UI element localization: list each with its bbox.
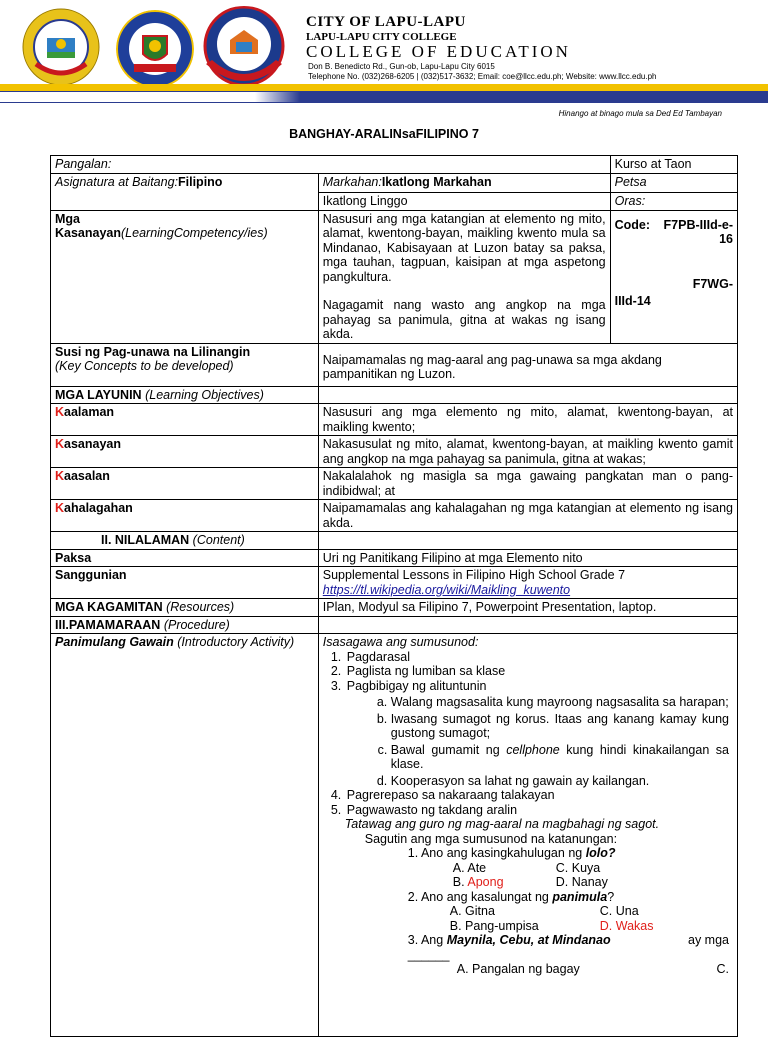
address: Don B. Benedicto Rd., Gun-ob, Lapu-Lapu City 6015 [308,62,495,71]
list-item: d. Kooperasyon sa lahat ng gawain ay kailangan. [391,774,729,789]
kasanayan-label-a: Mga [55,211,80,226]
panimula-label: Panimulang Gawain [55,635,174,649]
markahan-value: Ikatlong Markahan [381,174,492,189]
susi-label-cell [51,343,319,386]
list-item [345,679,729,789]
activity-intro: Isasagawa ang sumusunod: [322,635,479,649]
nilalaman-header-cell [51,532,319,550]
q3-blank: ______ [407,947,450,962]
q2-options-row1 [323,904,729,919]
asignatura-value: Filipino [178,174,223,189]
kaalaman-text-cell [318,404,737,436]
kagamitan-text-cell [318,599,737,617]
panimula-label-cell [51,634,319,1037]
pangalan-cell [51,156,611,174]
kasanayan-text1: Nasusuri ang mga katangian at elemento ng mito, alamat, kwentong-bayan, maikling kwento mula sa Mindanao, Kabisayaan at Luzon batay sa paksa, mga tauhan, tagpuan, kaisipan at mga aspetong pangkultura. [322,211,606,284]
kasanayan-label-b: Kasanayan [55,226,122,240]
kahalagahan-text-cell [318,500,737,532]
petsa-cell [610,173,737,193]
kasanayan-text2: Nagagamit nang wasto ang angkop na mga pahayag sa panimula, gitna at wakas ng isang akda. [322,298,606,341]
susi-label: Susi ng Pag-unawa na Lilinangin [55,344,251,359]
kurso-cell [610,156,737,174]
rule3-italic: cellphone [506,742,560,757]
table-row [51,156,738,174]
sanggunian-link[interactable]: https://tl.wikipedia.org/wiki/Maikling_kuwento [322,582,571,597]
city-seal-icon [22,8,100,86]
q3-text: 3. Ang [407,933,444,947]
activity-instruction: Tatawag ang guro ng mag-aaral na magbahagi ng sagot. [344,817,660,831]
table-row [51,549,738,567]
list-item: 1. Pagdarasal [345,650,729,665]
table-row [51,599,738,617]
kasanayan2-label: asanayan [64,437,122,451]
letterhead [0,0,768,120]
activity-sagutin: Sagutin ang mga sumusunod na katanungan: [364,831,618,846]
susi-sub: (Key Concepts to be developed) [55,359,234,373]
kaasalan-label: aasalan [64,469,110,483]
table-row [51,500,738,532]
markahan-label: Markahan: [322,174,382,189]
sanggunian-label: Sanggunian [55,568,127,582]
paksa-text: Uri ng Panitikang Filipino at mga Elemento nito [322,550,583,565]
oras-cell [610,193,737,211]
panimula-sub: (Introductory Activity) [177,635,295,649]
table-row [51,386,738,404]
code1-value: F7PB-IIId-e-16 [663,217,733,246]
document-title: BANGHAY-ARALINsaFILIPINO 7 [289,127,479,141]
rules-list [347,695,729,788]
oras-label: Oras: [614,194,646,208]
q1-option-c: C. Kuya [555,860,601,875]
kasanayan2-label-cell [51,436,319,468]
table-row [51,634,738,1037]
q3-options-row1 [323,962,729,977]
list-item: 4. Pagrerepaso sa nakaraang talakayan [345,788,729,803]
layunin-label: MGA LAYUNIN [55,387,142,402]
q2-word: panimula [552,889,608,904]
code-label: Code: [614,217,651,232]
sanggunian-label-cell [51,567,319,599]
q3-option-a: A. Pangalan ng bagay [456,962,580,976]
source-note: Hinango at binago mula sa Ded Ed Tambayan [558,109,722,118]
table-row [51,616,738,634]
list-item: 5. Pagwawasto ng takdang aralin [345,803,729,818]
kasanayan-label-cell [51,210,319,343]
college-seal-icon [116,10,194,88]
kahalagahan-text: Naipamamalas ang kahalagahan ng mga katangian at elemento ng isang akda. [322,501,733,530]
table-row [51,468,738,500]
layunin-empty-cell [318,386,737,404]
table-row [51,173,738,193]
kasanayan2-text-cell [318,436,737,468]
pamamaraan-header-cell [51,616,319,634]
kaalaman-label-cell [51,404,319,436]
q2-post: ? [607,889,615,904]
sanggunian-text: Supplemental Lessons in Filipino High School Grade 7 [322,568,626,582]
q2-answer: D. Wakas [599,918,654,933]
coe-name: COLLEGE OF EDUCATION [306,42,571,61]
q1-word: lolo? [585,846,616,860]
table-row [51,532,738,550]
kaasalan-initial: K [55,469,65,483]
kagamitan-label: MGA KAGAMITAN [55,600,163,614]
question-3 [323,933,729,948]
q2-option-b: B. Pang-umpisa [449,918,539,933]
kasanayan2-text: Nakasusulat ng mito, alamat, kwentong-bayan, at maikling kwento gamit ang angkop na mga pahayag sa panimula, gitna at wakas; [322,437,733,466]
city-name: CITY OF LAPU-LAPU [306,14,466,30]
asignatura-label: Asignatura at Baitang: [55,174,178,189]
kasanayan-text-cell [318,210,610,343]
kaasalan-text: Nakalalahok ng masigla sa mga gawaing pangkatan man o pang-indibidwal; at [322,469,733,498]
table-row [51,404,738,436]
linggo-label: Ikatlong Linggo [322,194,408,208]
q1-options-row1 [323,861,729,876]
code-cell [610,210,737,343]
susi-text-cell [318,343,737,386]
pamamaraan-sub: (Procedure) [163,617,230,632]
table-row [51,436,738,468]
kagamitan-label-cell [51,599,319,617]
sanggunian-text-cell [318,567,737,599]
q2-options-row2 [323,919,729,934]
q2-option-c: C. Una [599,904,639,918]
header-bar-fade [0,92,300,102]
kaalaman-text: Nasusuri ang mga elemento ng mito, alamat, kwentong-bayan, at maikling kwento; [322,405,733,434]
kasanayan2-initial: K [55,437,65,451]
kaalaman-initial: K [55,405,65,419]
kaasalan-text-cell [318,468,737,500]
q1-options-row2 [323,875,729,890]
q1-answer: Apong [467,875,504,889]
nilalaman-sub: (Content) [192,533,245,547]
code2a-value: F7WG- [692,276,733,291]
kaalaman-label: aalaman [64,405,115,419]
list-item-text: Pagbibigay ng alituntunin [346,678,487,693]
coe-seal-icon [200,6,288,90]
table-row [51,567,738,599]
markahan-cell [318,173,610,193]
rule3-rest: kung hindi kinakailangan sa klase. [390,742,729,771]
susi-text: Naipamamalas ng mag-aaral ang pag-unawa sa mga akdang pampanitikan ng Luzon. [322,352,662,381]
q1-option-b: B. [452,875,465,889]
kaasalan-label-cell [51,468,319,500]
kurso-label: Kurso at Taon [614,157,692,171]
nilalaman-empty-cell [318,532,737,550]
pangalan-label: Pangalan: [55,157,112,171]
paksa-label: Paksa [55,550,92,565]
q1-option-d: D. Nanay [555,875,608,889]
rule3-text: Bawal gumamit ng [390,742,500,757]
q3-blank-row [323,948,729,963]
code1-line [615,218,733,247]
q1-text: 1. Ano ang kasingkahulugan ng [407,846,583,860]
q3-option-c: C. [716,962,729,976]
pamamaraan-label: III.PAMAMARAAN [55,617,161,632]
kagamitan-sub: (Resources) [166,600,235,614]
list-item: a. Walang magsasalita kung mayroong nagsasalita sa harapan; [391,695,729,710]
q3-post: ay mga [688,933,729,947]
list-item: b. Iwasang sumagot ng korus. Itaas ang kanang kamay kung gustong sumagot; [391,712,729,741]
list-item: 2. Paglista ng lumiban sa klase [345,664,729,679]
nilalaman-label: II. NILALAMAN [101,533,190,547]
petsa-label: Petsa [614,174,647,189]
paksa-label-cell [51,549,319,567]
question-2 [323,890,729,905]
activity-cell [318,634,737,1037]
linggo-cell [318,193,610,211]
list-item [391,743,729,772]
contact-info: Telephone No. (032)268-6205 | (032)517-3632; Email: coe@llcc.edu.ph; Website: www.llcc.edu.ph [308,72,657,81]
kahalagahan-label: ahalagahan [64,501,133,515]
code2b-value: IIId-14 [614,294,651,308]
kahalagahan-initial: K [55,501,65,515]
q3-word: Maynila, Cebu, at Mindanao [446,933,611,947]
kasanayan-label-line [55,226,314,241]
q2-option-a: A. Gitna [449,904,495,918]
paksa-text-cell [318,549,737,567]
college-name: LAPU-LAPU CITY COLLEGE [306,31,457,43]
pamamaraan-empty-cell [318,616,737,634]
q1-option-a: A. Ate [452,860,487,875]
activity-list [323,650,729,818]
layunin-sub: (Learning Objectives) [145,387,264,402]
lesson-plan-table [50,155,738,1037]
question-1 [323,846,729,861]
header-bar-yellow [0,84,768,91]
table-row [51,343,738,386]
layunin-header-cell [51,386,319,404]
kahalagahan-label-cell [51,500,319,532]
kagamitan-text: IPlan, Modyul sa Filipino 7, Powerpoint Presentation, laptop. [322,600,657,614]
kasanayan-label-c: (LearningCompetency/ies) [121,226,268,240]
table-row [51,210,738,343]
q2-text: 2. Ano ang kasalungat ng [407,889,549,904]
asignatura-cell [51,173,319,210]
